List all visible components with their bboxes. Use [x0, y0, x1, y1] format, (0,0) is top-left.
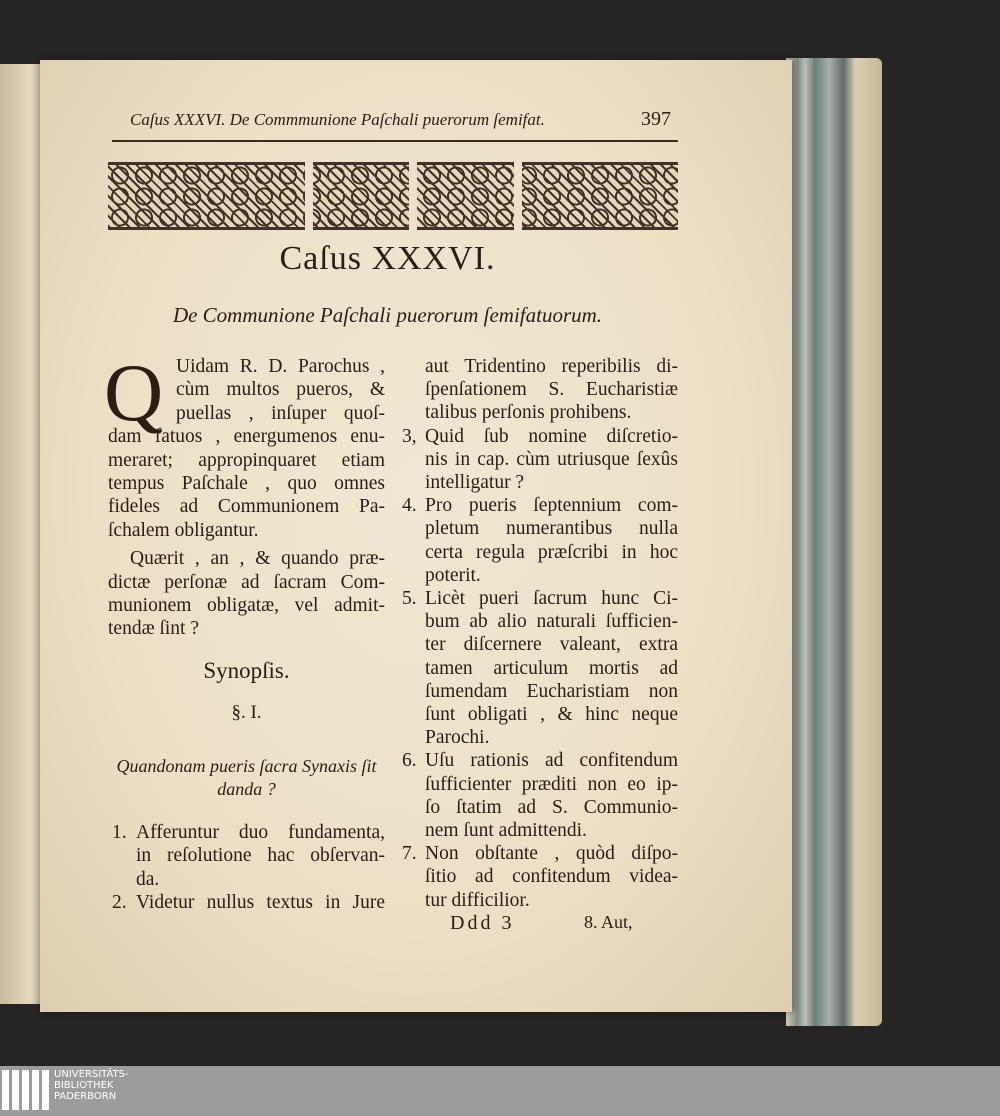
body-text-line: tendæ ſint ? [108, 618, 199, 640]
body-text-line: Quærit , an , & quando præ- [130, 548, 385, 570]
catchword: 8. Aut, [584, 912, 633, 932]
item-text-line: intelligatur ? [425, 472, 525, 493]
item-text-line: tamen articulum mortis ad [425, 657, 678, 679]
item-text-line: ſumendam Eucharistiam non [425, 680, 678, 702]
body-text-line: tempus Paſchale , quo omnes [108, 473, 385, 494]
item-text-line: ſpenſationem S. Eucharistiæ [425, 379, 678, 401]
item-number: 5. [402, 588, 417, 609]
item-text-line: ſitio ad confitendum videa- [425, 866, 678, 888]
page-stack-edge [786, 58, 882, 1026]
chapter-subtitle: De Communione Paſchali puerorum ſemifatuorum. [172, 303, 603, 327]
section-heading: §. I. [231, 702, 262, 723]
item-text-line: ſufficienter præditi non eo ip- [425, 773, 678, 795]
item-text-line: aut Tridentino reperibilis di- [425, 356, 678, 377]
item-text-line: Non obſtante , quòd diſpo- [425, 843, 678, 865]
library-logo-icon [2, 1070, 52, 1115]
item-text-line: ſo ſtatim ad S. Communio- [425, 796, 678, 818]
library-name-line: PADERBORN [54, 1091, 117, 1102]
item-text-line: nem ſunt admittendi. [425, 820, 587, 841]
item-text-line: poterit. [425, 564, 481, 586]
chapter-title: Caſus XXXVI. [279, 240, 496, 277]
header-rule [112, 140, 678, 142]
item-text-line: Videtur nullus textus in Jure [136, 891, 385, 913]
item-text-line: Pro pueris ſeptennium com- [425, 495, 678, 517]
page-number: 397 [641, 108, 671, 130]
item-text-line: pletum numerantibus nulla [425, 518, 678, 540]
body-text-line: munionem obligatæ, vel admit- [108, 595, 385, 616]
body-text-line: cùm multos pueros, & [176, 379, 385, 401]
library-name [54, 1069, 129, 1102]
item-text-line: talibus perſonis prohibens. [425, 402, 632, 424]
body-text-line: dictæ perſonæ ad ſacram Com- [108, 571, 385, 593]
item-text-line: Parochi. [425, 727, 490, 749]
ornament-gap [305, 162, 313, 230]
item-number: 7. [402, 843, 417, 865]
item-text-line: certa regula præſcribi in hoc [425, 541, 678, 563]
running-title: Caſus XXXVI. De Commmunione Paſchali puerorum ſemifat. [130, 110, 545, 129]
item-text-line: Quid ſub nomine diſcretio- [425, 425, 678, 447]
body-text-line: Uidam R. D. Parochus , [176, 356, 385, 377]
item-text-line: ter diſcernere valeant, extra [425, 634, 678, 656]
item-text-line: tur difficilior. [425, 889, 530, 911]
ornament-gap [409, 162, 417, 230]
synopsis-heading: Synopſis. [203, 658, 290, 683]
item-number: 2. [112, 891, 127, 913]
item-text-line: Uſu rationis ad confitendum [425, 750, 678, 772]
ornament-band [108, 162, 678, 230]
library-watermark-bar [0, 1066, 1000, 1116]
drop-cap: Q [104, 347, 164, 438]
library-name-line: UNIVERSITÄTS- [54, 1069, 129, 1080]
signature-mark: Ddd 3 [450, 912, 515, 934]
item-text-line: ſunt obligati , & hinc neque [425, 704, 678, 725]
body-text-line: meraret; appropinquaret etiam [108, 449, 385, 471]
library-name-line: BIBLIOTHEK [54, 1080, 114, 1091]
facing-page-edge [0, 64, 44, 1004]
item-text-line: bum ab alio naturali ſufficien- [425, 611, 678, 633]
body-text-line: ſchalem obligantur. [108, 519, 259, 541]
question-line: danda ? [217, 779, 276, 799]
item-text-line: nis in cap. cùm utriusque ſexûs [425, 448, 678, 470]
item-number: 4. [402, 495, 417, 517]
question-line: Quandonam pueris ſacra Synaxis ſit [116, 756, 377, 776]
ornament-gap [514, 162, 522, 230]
item-number: 3, [402, 425, 417, 447]
body-text-line: fideles ad Communionem Pa- [108, 496, 385, 518]
item-text-line: da. [136, 868, 160, 890]
body-text-line: dam fatuos , energumenos enu- [108, 426, 385, 448]
item-number: 6. [402, 750, 417, 772]
item-text-line: Licèt pueri ſacrum hunc Ci- [425, 588, 678, 609]
body-text-line: puellas , inſuper quoſ- [176, 402, 385, 424]
item-number: 1. [112, 822, 127, 843]
item-text-line: Afferuntur duo fundamenta, [136, 822, 385, 843]
item-text-line: in reſolutione hac obſervan- [136, 845, 385, 867]
